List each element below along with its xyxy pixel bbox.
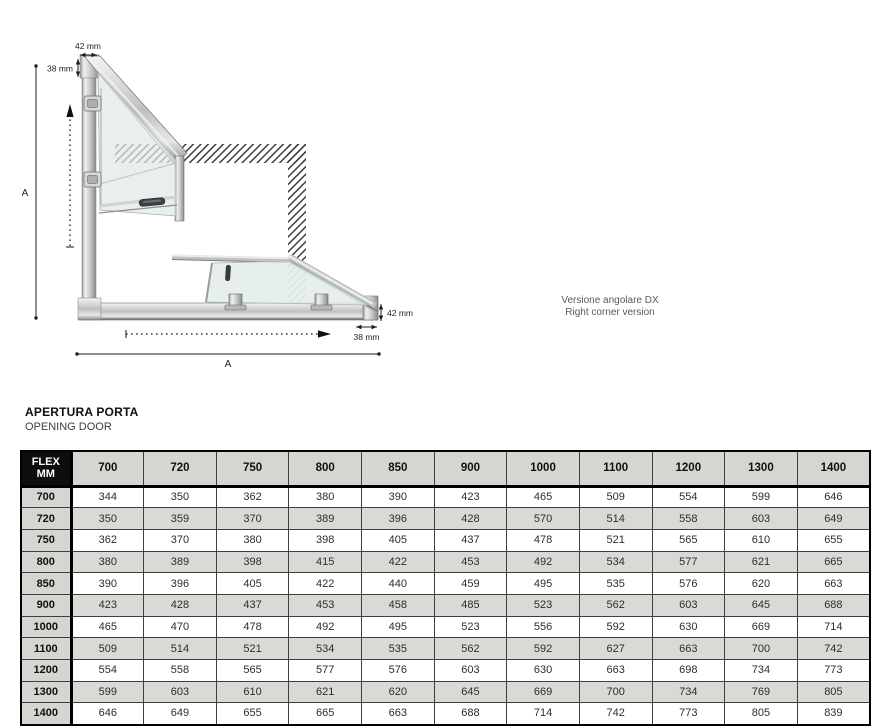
table-cell: 610 <box>725 529 798 551</box>
table-cell: 380 <box>216 529 289 551</box>
table-cell: 415 <box>289 551 362 573</box>
table-cell: 603 <box>144 681 217 703</box>
table-cell: 742 <box>579 703 652 725</box>
table-cell: 599 <box>725 486 798 508</box>
table-cell: 495 <box>362 616 435 638</box>
dim-left-height <box>22 64 38 319</box>
table-cell: 554 <box>652 486 725 508</box>
column-header: 700 <box>71 451 144 486</box>
table-cell: 592 <box>507 638 580 660</box>
table-cell: 509 <box>579 486 652 508</box>
table-cell: 521 <box>579 529 652 551</box>
table-cell: 577 <box>652 551 725 573</box>
table-row <box>21 660 870 682</box>
table-cell: 592 <box>579 616 652 638</box>
opening-door-table <box>20 450 871 726</box>
row-header: 1100 <box>21 638 71 660</box>
table-cell: 390 <box>362 486 435 508</box>
table-cell: 700 <box>725 638 798 660</box>
table-row <box>21 573 870 595</box>
table-cell: 440 <box>362 573 435 595</box>
upper-door-panel <box>84 56 187 221</box>
table-cell: 465 <box>507 486 580 508</box>
dim-top-height-label: 38 mm <box>47 63 73 74</box>
table-row <box>21 594 870 616</box>
table-cell: 390 <box>71 573 144 595</box>
caption-line2: Right corner version <box>565 307 655 318</box>
table-cell: 630 <box>652 616 725 638</box>
table-cell: 700 <box>579 681 652 703</box>
table-cell: 839 <box>797 703 870 725</box>
wall-right-band <box>288 144 306 262</box>
column-header: 1000 <box>507 451 580 486</box>
column-header: 900 <box>434 451 507 486</box>
table-section-heading <box>25 405 138 433</box>
table-cell: 669 <box>507 681 580 703</box>
table-cell: 649 <box>144 703 217 725</box>
table-cell: 665 <box>289 703 362 725</box>
table-row <box>21 703 870 725</box>
table-cell: 645 <box>725 594 798 616</box>
table-cell: 495 <box>507 573 580 595</box>
table-cell: 663 <box>652 638 725 660</box>
table-cell: 663 <box>579 660 652 682</box>
table-cell: 714 <box>507 703 580 725</box>
table-cell: 470 <box>144 616 217 638</box>
table-cell: 630 <box>507 660 580 682</box>
column-header: 800 <box>289 451 362 486</box>
table-cell: 620 <box>725 573 798 595</box>
table-cell: 370 <box>144 529 217 551</box>
table-cell: 646 <box>797 486 870 508</box>
table-cell: 478 <box>507 529 580 551</box>
table-cell: 773 <box>797 660 870 682</box>
version-caption <box>561 295 659 318</box>
table-cell: 389 <box>289 508 362 530</box>
table-cell: 576 <box>362 660 435 682</box>
table-cell: 422 <box>289 573 362 595</box>
table-cell: 734 <box>652 681 725 703</box>
table-cell: 621 <box>725 551 798 573</box>
row-header: 1200 <box>21 660 71 682</box>
table-cell: 396 <box>362 508 435 530</box>
table-cell: 534 <box>289 638 362 660</box>
table-row <box>21 681 870 703</box>
table-cell: 478 <box>216 616 289 638</box>
table-cell: 359 <box>144 508 217 530</box>
bottom-corner-block <box>78 298 101 320</box>
table-cell: 423 <box>71 594 144 616</box>
corner-line2: MM <box>36 468 55 481</box>
table-row <box>21 529 870 551</box>
table-cell: 398 <box>216 551 289 573</box>
table-cell: 599 <box>71 681 144 703</box>
table-cell: 577 <box>289 660 362 682</box>
table-row <box>21 638 870 660</box>
table-cell: 453 <box>434 551 507 573</box>
column-header: 1400 <box>797 451 870 486</box>
table-cell: 437 <box>434 529 507 551</box>
section-title: APERTURA PORTA <box>25 405 139 419</box>
table-cell: 603 <box>434 660 507 682</box>
table-cell: 405 <box>362 529 435 551</box>
table-cell: 380 <box>71 551 144 573</box>
dimension-annotations <box>22 41 413 370</box>
table-cell: 514 <box>144 638 217 660</box>
table-cell: 665 <box>797 551 870 573</box>
table-cell: 805 <box>797 681 870 703</box>
table-cell: 734 <box>725 660 798 682</box>
row-header: 1300 <box>21 681 71 703</box>
hinge-bottom <box>84 172 101 187</box>
table-cell: 603 <box>725 508 798 530</box>
table-cell: 698 <box>652 660 725 682</box>
table-cell: 423 <box>434 486 507 508</box>
row-header: 1000 <box>21 616 71 638</box>
table-cell: 669 <box>725 616 798 638</box>
table-cell: 453 <box>289 594 362 616</box>
table-cell: 350 <box>144 486 217 508</box>
table-cell: 645 <box>434 681 507 703</box>
table-cell: 370 <box>216 508 289 530</box>
table-cell: 663 <box>362 703 435 725</box>
table-cell: 465 <box>71 616 144 638</box>
table-row <box>21 486 870 508</box>
row-header: 700 <box>21 486 71 508</box>
table-cell: 509 <box>71 638 144 660</box>
column-header: 850 <box>362 451 435 486</box>
column-header: 720 <box>144 451 217 486</box>
table-cell: 610 <box>216 681 289 703</box>
row-header: 1400 <box>21 703 71 725</box>
table-corner-header <box>21 451 71 486</box>
table-cell: 398 <box>289 529 362 551</box>
opening-direction-arrow-horizontal <box>126 330 331 338</box>
table-cell: 389 <box>144 551 217 573</box>
caption-line1: Versione angolare DX <box>561 295 659 306</box>
table-cell: 485 <box>434 594 507 616</box>
table-cell: 558 <box>652 508 725 530</box>
table-cell: 362 <box>71 529 144 551</box>
table-cell: 565 <box>216 660 289 682</box>
table-cell: 521 <box>216 638 289 660</box>
section-subtitle: OPENING DOOR <box>25 421 112 433</box>
hinge-top <box>84 96 101 111</box>
table-row <box>21 508 870 530</box>
table-cell: 714 <box>797 616 870 638</box>
table-cell: 437 <box>216 594 289 616</box>
table-cell: 773 <box>652 703 725 725</box>
row-header: 750 <box>21 529 71 551</box>
table-cell: 649 <box>797 508 870 530</box>
table-cell: 562 <box>434 638 507 660</box>
dim-right-width-label: 38 mm <box>353 332 380 342</box>
table-cell: 523 <box>507 594 580 616</box>
table-cell: 492 <box>289 616 362 638</box>
opening-direction-arrow-vertical <box>66 104 74 247</box>
table-cell: 646 <box>71 703 144 725</box>
dim-left-height-label: A <box>21 188 29 199</box>
dim-bottom-width <box>75 352 380 370</box>
table-cell: 458 <box>362 594 435 616</box>
table-cell: 556 <box>507 616 580 638</box>
table-row <box>21 551 870 573</box>
row-header: 720 <box>21 508 71 530</box>
dim-right-height-label: 42 mm <box>387 308 413 318</box>
dim-top-width-label: 42 mm <box>75 41 101 51</box>
table-cell: 554 <box>71 660 144 682</box>
table-cell: 535 <box>579 573 652 595</box>
table-cell: 405 <box>216 573 289 595</box>
table-cell: 396 <box>144 573 217 595</box>
row-header: 850 <box>21 573 71 595</box>
table-body <box>21 486 870 725</box>
table-cell: 688 <box>797 594 870 616</box>
table-cell: 428 <box>434 508 507 530</box>
table-cell: 350 <box>71 508 144 530</box>
table-cell: 570 <box>507 508 580 530</box>
table-cell: 805 <box>725 703 798 725</box>
table-cell: 769 <box>725 681 798 703</box>
table-cell: 428 <box>144 594 217 616</box>
column-header: 1300 <box>725 451 798 486</box>
row-header: 800 <box>21 551 71 573</box>
table-cell: 620 <box>362 681 435 703</box>
table-cell: 562 <box>579 594 652 616</box>
table-cell: 492 <box>507 551 580 573</box>
table-cell: 742 <box>797 638 870 660</box>
table-cell: 344 <box>71 486 144 508</box>
column-header: 750 <box>216 451 289 486</box>
dim-bottom-width-label: A <box>224 359 232 370</box>
row-header: 900 <box>21 594 71 616</box>
table-cell: 655 <box>797 529 870 551</box>
table-cell: 688 <box>434 703 507 725</box>
table-cell: 362 <box>216 486 289 508</box>
table-cell: 459 <box>434 573 507 595</box>
table-header-row <box>21 451 870 486</box>
table-cell: 627 <box>579 638 652 660</box>
lower-door-panel <box>172 256 377 312</box>
table-cell: 576 <box>652 573 725 595</box>
table-cell: 655 <box>216 703 289 725</box>
table-cell: 523 <box>434 616 507 638</box>
table-cell: 663 <box>797 573 870 595</box>
table-cell: 380 <box>289 486 362 508</box>
table-cell: 621 <box>289 681 362 703</box>
table-cell: 422 <box>362 551 435 573</box>
table-cell: 534 <box>579 551 652 573</box>
table-cell: 603 <box>652 594 725 616</box>
corner-line1: FLEX <box>31 456 60 469</box>
table-cell: 514 <box>579 508 652 530</box>
table-row <box>21 616 870 638</box>
table-cell: 558 <box>144 660 217 682</box>
column-header: 1100 <box>579 451 652 486</box>
table-cell: 565 <box>652 529 725 551</box>
table-cell: 535 <box>362 638 435 660</box>
column-header: 1200 <box>652 451 725 486</box>
